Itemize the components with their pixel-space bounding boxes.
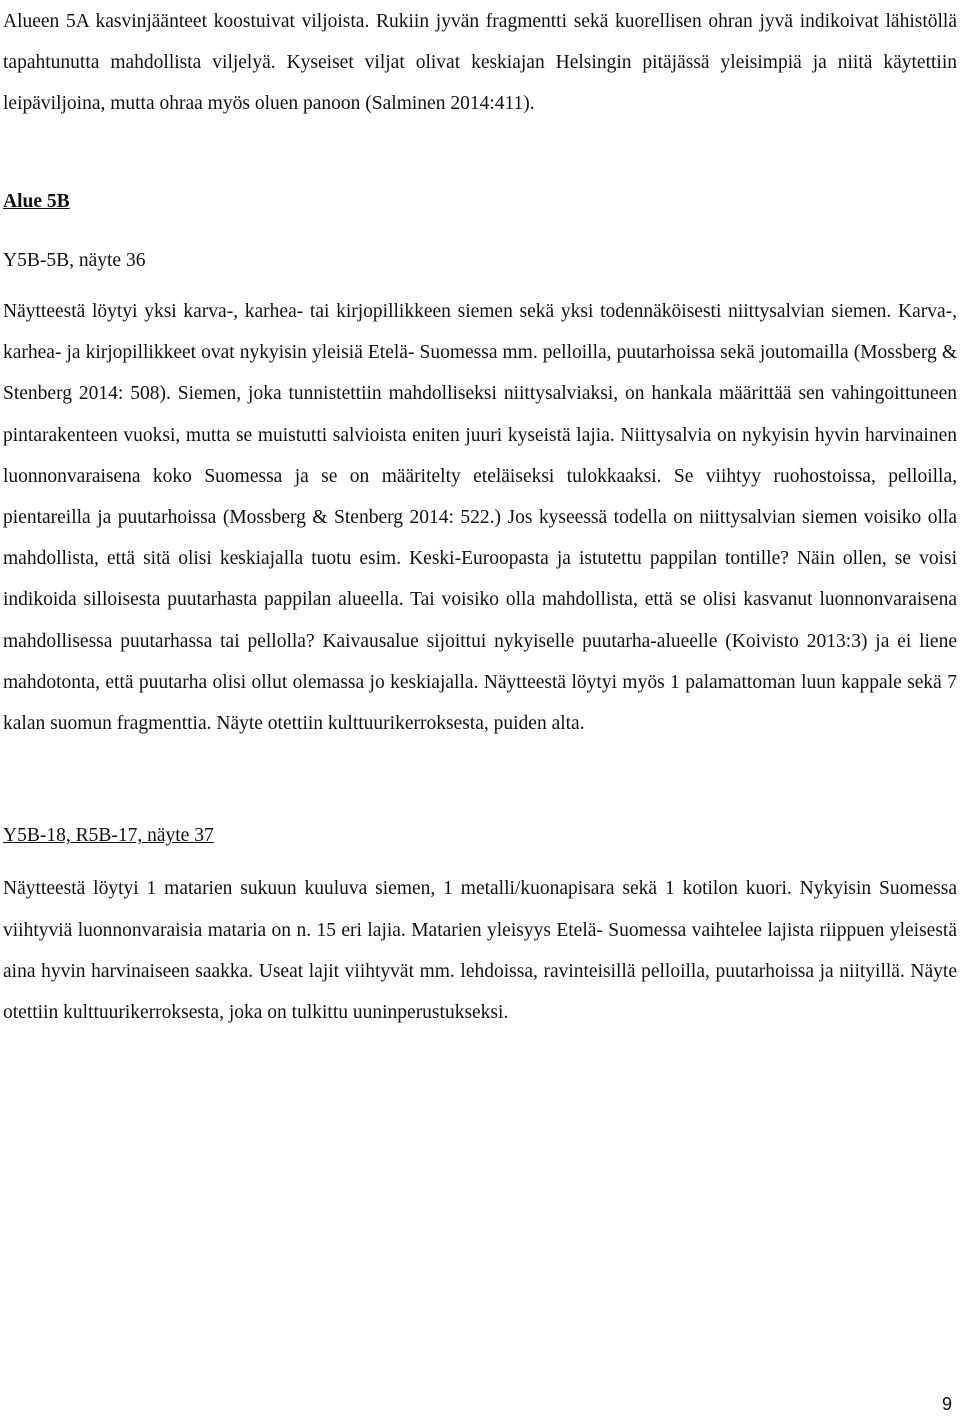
document-page (3, 0, 957, 1033)
sample-37-heading: Y5B-18, R5B-17, näyte 37 (3, 825, 214, 847)
intro-paragraph: Alueen 5A kasvinjäänteet koostuivat viljoista. Rukiin jyvän fragmentti sekä kuorellisen ohran jyvä indikoivat lähistöllä tapahtunutta mahdollista viljelyä. Kyseiset viljat olivat keskiajan Helsingin pitäjässä yleisimpiä ja niitä käytettiin leipäviljoina, mutta ohraa myös oluen panoon (Salminen 2014:411). (3, 11, 957, 115)
sample-37-paragraph: Näytteestä löytyi 1 matarien sukuun kuuluva siemen, 1 metalli/kuonapisara sekä 1 kotilon kuori. Nykyisin Suomessa viihtyviä luonnonvaraisia mataria on n. 15 eri lajia. Matarien yleisyys Etelä- Suomessa vaihtelee lajista riippuen yleisestä aina hyvin harvinaiseen saakka. Useat lajit viihtyvät mm. lehdoissa, ravinteisillä pelloilla, puutarhoissa ja niityillä. Näyte otettiin kulttuurikerroksesta, joka on tulkittu uuninperustukseksi. (3, 878, 957, 1024)
section-heading-alue-5b: Alue 5B (3, 190, 70, 212)
page-number: 9 (941, 1394, 952, 1414)
sample-36-heading: Y5B-5B, näyte 36 (3, 249, 146, 271)
sample-36-paragraph: Näytteestä löytyi yksi karva-, karhea- tai kirjopillikkeen siemen sekä yksi todennäköisesti niittysalvian siemen. Karva-, karhea- ja kirjopillikkeet ovat nykyisin yleisiä Etelä- Suomessa mm. pelloilla, puutarhoissa sekä joutomailla (Mossberg & Stenberg 2014: 508). Siemen, joka tunnistettiin mahdolliseksi niittysalviaksi, on hankala määrittää sen vahingoittuneen pintarakenteen vuoksi, mutta se muistutti salvioista eniten juuri kyseistä lajia. Niittysalvia on nykyisin hyvin harvinainen luonnonvaraisena koko Suomessa ja se on määritelty eteläiseksi tulokkaaksi. Se viihtyy ruohostoissa, pelloilla, pientareilla ja puutarhoissa (Mossberg & Stenberg 2014: 522.) Jos kyseessä todella on niittysalvian siemen voisiko olla mahdollista, että sitä olisi keskiajalla tuotu esim. Keski-Euroopasta ja istutettu pappilan tontille? Näin ollen, se voisi indikoida silloisesta puutarhasta pappilan alueella. Tai voisiko olla mahdollista, että se olisi kasvanut luonnonvaraisena mahdollisessa puutarhassa tai pellolla? Kaivausalue sijoittui nykyiselle puutarha-alueelle (Koivisto 2013:3) ja ei liene mahdotonta, että puutarha olisi ollut olemassa jo keskiajalla. Näytteestä löytyi myös 1 palamattoman luun kappale sekä 7 kalan suomun fragmenttia. Näyte otettiin kulttuurikerroksesta, puiden alta. (3, 301, 957, 735)
